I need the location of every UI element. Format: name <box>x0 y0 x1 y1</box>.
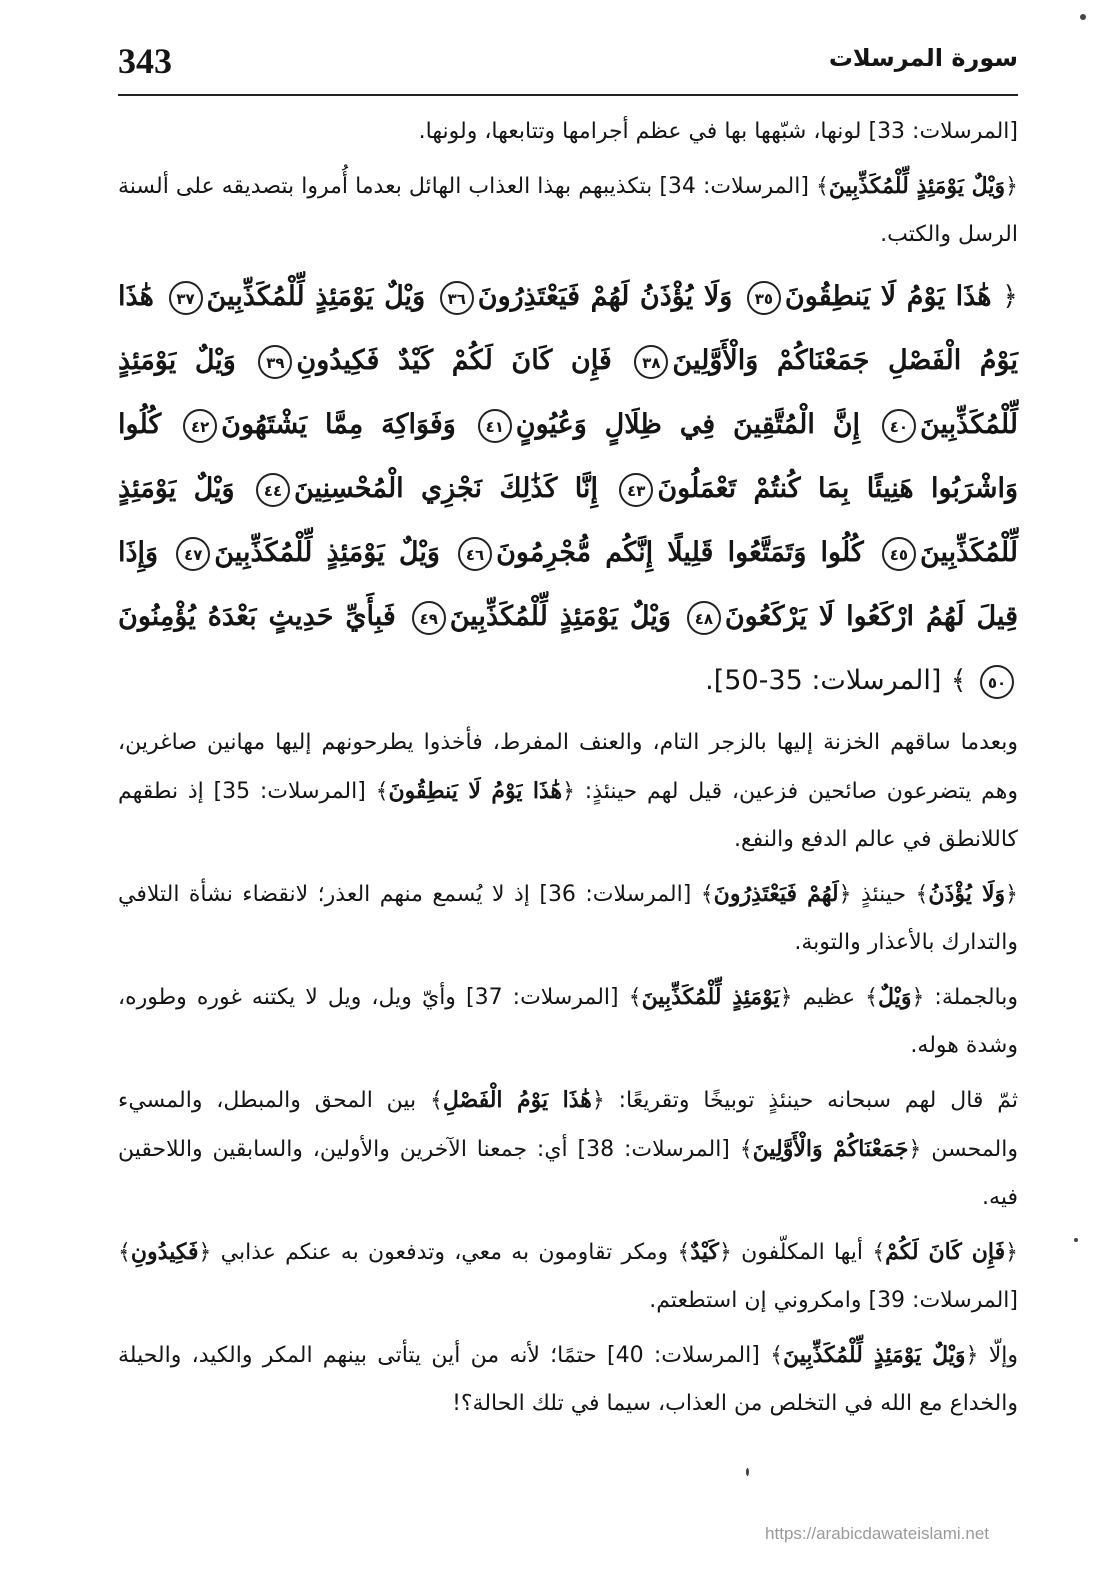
paragraph-text: أيها المكلّفون <box>731 1240 873 1265</box>
quran-quote: وَيْلٌ <box>878 984 912 1010</box>
ayah-number-marker: ٣٩ <box>258 345 292 379</box>
ayah-number-marker: ٤٢ <box>183 409 217 443</box>
ayah-text: هَٰذَا يَوْمُ لَا يَنطِقُونَ <box>784 281 992 312</box>
surah-title: سورة المرسلات <box>828 44 1018 72</box>
paragraph-7 <box>118 1228 1018 1325</box>
ayah-text: وَلَا يُؤْذَنُ لَهُمْ فَيَعْتَذِرُونَ <box>477 281 733 312</box>
quran-bracket-close: ﴾ <box>770 1343 783 1368</box>
quran-bracket-close: ﴾ <box>815 174 829 199</box>
verse-reference: [المرسلات: 38] <box>577 1137 740 1162</box>
quran-bracket-open: ﴿ <box>718 1240 732 1265</box>
page-body <box>118 108 1018 1434</box>
ayah-text: إِنَّا كَذَٰلِكَ نَجْزِي الْمُحْسِنِينَ <box>293 473 598 504</box>
ayah-number-marker: ٤٦ <box>458 537 492 571</box>
quran-quote: هَٰذَا يَوْمُ الْفَصْلِ <box>442 1087 592 1113</box>
ayah-text: وَيْلٌ يَوْمَئِذٍ لِّلْمُكَذِّبِينَ <box>449 601 671 632</box>
paragraph-text: إذ نطقهم كاللانطق في عالم الدفع والنفع. <box>118 779 1018 852</box>
quran-bracket-close: ﴾ <box>118 1240 131 1265</box>
quran-bracket-close: ﴾ <box>739 1137 753 1162</box>
paragraph-text: وأيّ ويل، ويل لا يكتنه غوره وطوره، وشدة هوله. <box>118 985 1018 1058</box>
quran-bracket-close: ﴾ <box>700 882 714 907</box>
paragraph-text: حتمًا؛ لأنه من أين يتأتى بينهم المكر والكيد، والحيلة والخداع مع الله في التخلص من العذاب، سيما في تلك الحالة؟! <box>118 1343 1018 1416</box>
paragraph-1 <box>118 108 1018 156</box>
ayah-number-marker: ٣٧ <box>169 281 203 315</box>
paragraph-4 <box>118 870 1018 967</box>
quran-bracket-close: ﴾ <box>865 985 879 1010</box>
ayah-text: وَفَوَاكِهَ مِمَّا يَشْتَهُونَ <box>221 409 456 440</box>
quran-quote: هَٰذَا يَوْمُ لَا يَنطِقُونَ <box>388 778 563 804</box>
ayah-number-marker: ٤٧ <box>176 537 210 571</box>
ayah-number-marker: ٤٣ <box>619 473 653 507</box>
verse-reference: [المرسلات: 39] <box>868 1288 1018 1313</box>
ayah-number-marker: ٣٥ <box>747 281 781 315</box>
page-number: 343 <box>118 41 172 81</box>
quran-quote: وَيْلٌ يَوْمَئِذٍ لِّلْمُكَذِّبِينَ <box>828 173 1006 199</box>
paragraph-text: إذ لا يُسمع منهم العذر؛ لانقضاء نشأة التلافي والتدارك بالأعذار والتوبة. <box>118 882 1018 955</box>
ayah-text: وَيْلٌ يَوْمَئِذٍ لِّلْمُكَذِّبِينَ <box>214 537 440 568</box>
quran-bracket-close: ﴾ <box>677 1240 691 1265</box>
paragraph-text: ثمّ قال لهم سبحانه حينئذٍ توبيخًا وتقريعًا: <box>604 1088 1019 1113</box>
ayah-number-marker: ٤٩ <box>412 601 446 635</box>
quran-bracket-close: ﴾ <box>375 779 389 804</box>
quran-bracket-close: ﴾ <box>872 1240 886 1265</box>
quran-quote: جَمَعْنَاكُمْ وَالْأَوَّلِينَ <box>752 1136 909 1162</box>
scan-speck <box>1080 14 1086 20</box>
ayah-text: كُلُوا وَتَمَتَّعُوا قَلِيلًا إِنَّكُم مُّجْرِمُونَ <box>496 537 864 568</box>
quran-quote: فَكِيدُونِ <box>130 1239 199 1265</box>
quran-verses-block <box>118 265 1018 713</box>
quran-bracket-open: ﴿ <box>965 1343 979 1368</box>
paragraph-text: ومكر تقاومون به معي، وتدفعون به عنكم عذابي <box>211 1240 678 1265</box>
quran-bracket-open: ﴿ <box>838 882 852 907</box>
ayah-text: وَإِذَا قِيلَ لَهُمُ ارْكَعُوا لَا يَرْكَعُونَ <box>118 537 1019 632</box>
verse-reference: [المرسلات: 35] <box>213 779 376 804</box>
verse-reference: [المرسلات: 33] <box>868 119 1018 144</box>
quran-bracket-open: ﴿ <box>1005 882 1019 907</box>
quran-bracket-open: ﴿ <box>911 985 925 1010</box>
paragraph-text: بتكذيبهم بهذا العذاب الهائل بعدما أُمروا بتصديقه على ألسنة الرسل والكتب. <box>118 174 1018 247</box>
paragraph-text: وامكروني إن استطعتم. <box>649 1288 869 1313</box>
paragraph-8 <box>118 1331 1018 1428</box>
quran-quote: يَوْمَئِذٍ لِّلْمُكَذِّبِينَ <box>641 984 780 1010</box>
paragraph-text: وبعدما ساقهم الخزنة إليها بالزجر التام، والعنف المفرط، فأخذوا يطرحونهم إليها مهانين صاغرين، وهم يتضرعون صائحين فزعين، قيل لهم حينئذٍ: <box>118 730 1018 804</box>
ayah-number-marker: ٤٤ <box>256 473 290 507</box>
paragraph-text: وإلّا <box>978 1343 1018 1368</box>
paragraph-text: وبالجملة: <box>924 985 1018 1010</box>
paragraph-text: أي: جمعنا الآخرين والأولين، والسابقين واللاحقين فيه. <box>118 1137 1018 1210</box>
quran-quote: فَإِن كَانَ لَكُمْ <box>885 1239 1006 1265</box>
paragraph-3 <box>118 719 1018 864</box>
scan-speck <box>1074 1238 1078 1242</box>
quran-bracket-open: ﴿ <box>562 779 576 804</box>
quran-bracket-open: ﴿ <box>1005 1240 1018 1265</box>
page-header <box>118 40 1018 96</box>
quran-bracket-open: ﴿ <box>198 1240 212 1265</box>
quran-bracket-close: ﴾ <box>628 985 642 1010</box>
ayah-number-marker: ٥٠ <box>980 665 1014 699</box>
quran-bracket-close: ﴾ <box>429 1088 443 1113</box>
paragraph-2 <box>118 162 1018 259</box>
ayah-text: وَيْلٌ يَوْمَئِذٍ لِّلْمُكَذِّبِينَ <box>118 345 1019 440</box>
scan-speck <box>746 1468 749 1476</box>
ayah-text: إِنَّ الْمُتَّقِينَ فِي ظِلَالٍ وَعُيُونٍ <box>515 409 861 440</box>
ayah-number-marker: ٤٠ <box>882 409 916 443</box>
quran-quote: وَلَا يُؤْذَنُ <box>928 881 1006 907</box>
quran-bracket-close: ﴾ <box>950 665 967 696</box>
ayah-text: فَبِأَيِّ حَدِيثٍ بَعْدَهُ يُؤْمِنُونَ <box>118 601 396 632</box>
ayah-text: وَيْلٌ يَوْمَئِذٍ لِّلْمُكَذِّبِينَ <box>206 281 426 312</box>
verse-reference: [المرسلات: 37] <box>466 985 629 1010</box>
verse-reference: [المرسلات: 36] <box>539 882 701 907</box>
ayah-number-marker: ٤٨ <box>687 601 721 635</box>
quran-quote: لَهُمْ فَيَعْتَذِرُونَ <box>713 881 839 907</box>
ayah-number-marker: ٤١ <box>478 409 512 443</box>
verse-reference: [المرسلات: 40] <box>607 1343 771 1368</box>
ayah-text: فَإِن كَانَ لَكُمْ كَيْدٌ فَكِيدُونِ <box>296 345 612 376</box>
quran-bracket-open: ﴿ <box>908 1137 922 1162</box>
paragraph-5 <box>118 973 1018 1070</box>
ayah-text: هَٰذَا يَوْمُ الْفَصْلِ جَمَعْنَاكُمْ وَالْأَوَّلِينَ <box>118 281 1018 376</box>
verse-reference: [المرسلات: 34] <box>659 174 816 199</box>
ayah-number-marker: ٣٨ <box>634 345 668 379</box>
quran-bracket-close: ﴾ <box>915 882 929 907</box>
paragraph-text: بين المحق والمبطل، والمسيء والمحسن <box>118 1088 1018 1162</box>
ayah-number-marker: ٤٥ <box>882 537 916 571</box>
paragraph-6 <box>118 1076 1018 1222</box>
quran-bracket-open: ﴿ <box>1005 174 1018 199</box>
verse-reference: [المرسلات: 35-50]. <box>705 665 942 696</box>
quran-bracket-open: ﴿ <box>779 985 793 1010</box>
quran-bracket-open: ﴿ <box>1002 281 1018 312</box>
quran-quote: وَيْلٌ يَوْمَئِذٍ لِّلْمُكَذِّبِينَ <box>782 1342 966 1368</box>
ayah-text: وَيْلٌ يَوْمَئِذٍ لِّلْمُكَذِّبِينَ <box>118 473 1019 568</box>
quran-quote: كَيْدٌ <box>690 1239 719 1265</box>
ayah-number-marker: ٣٦ <box>440 281 474 315</box>
paragraph-text: عظيم <box>792 985 866 1010</box>
paragraph-text: لونها، شبّهها بها في عظم أجرامها وتتابعها، ولونها. <box>418 119 869 144</box>
ayah-text: كُلُوا وَاشْرَبُوا هَنِيئًا بِمَا كُنتُمْ تَعْمَلُونَ <box>118 409 1018 504</box>
quran-bracket-open: ﴿ <box>591 1088 605 1113</box>
watermark-url[interactable]: https://arabicdawateislami.net <box>765 1524 989 1543</box>
paragraph-text: حينئذٍ <box>851 882 916 907</box>
